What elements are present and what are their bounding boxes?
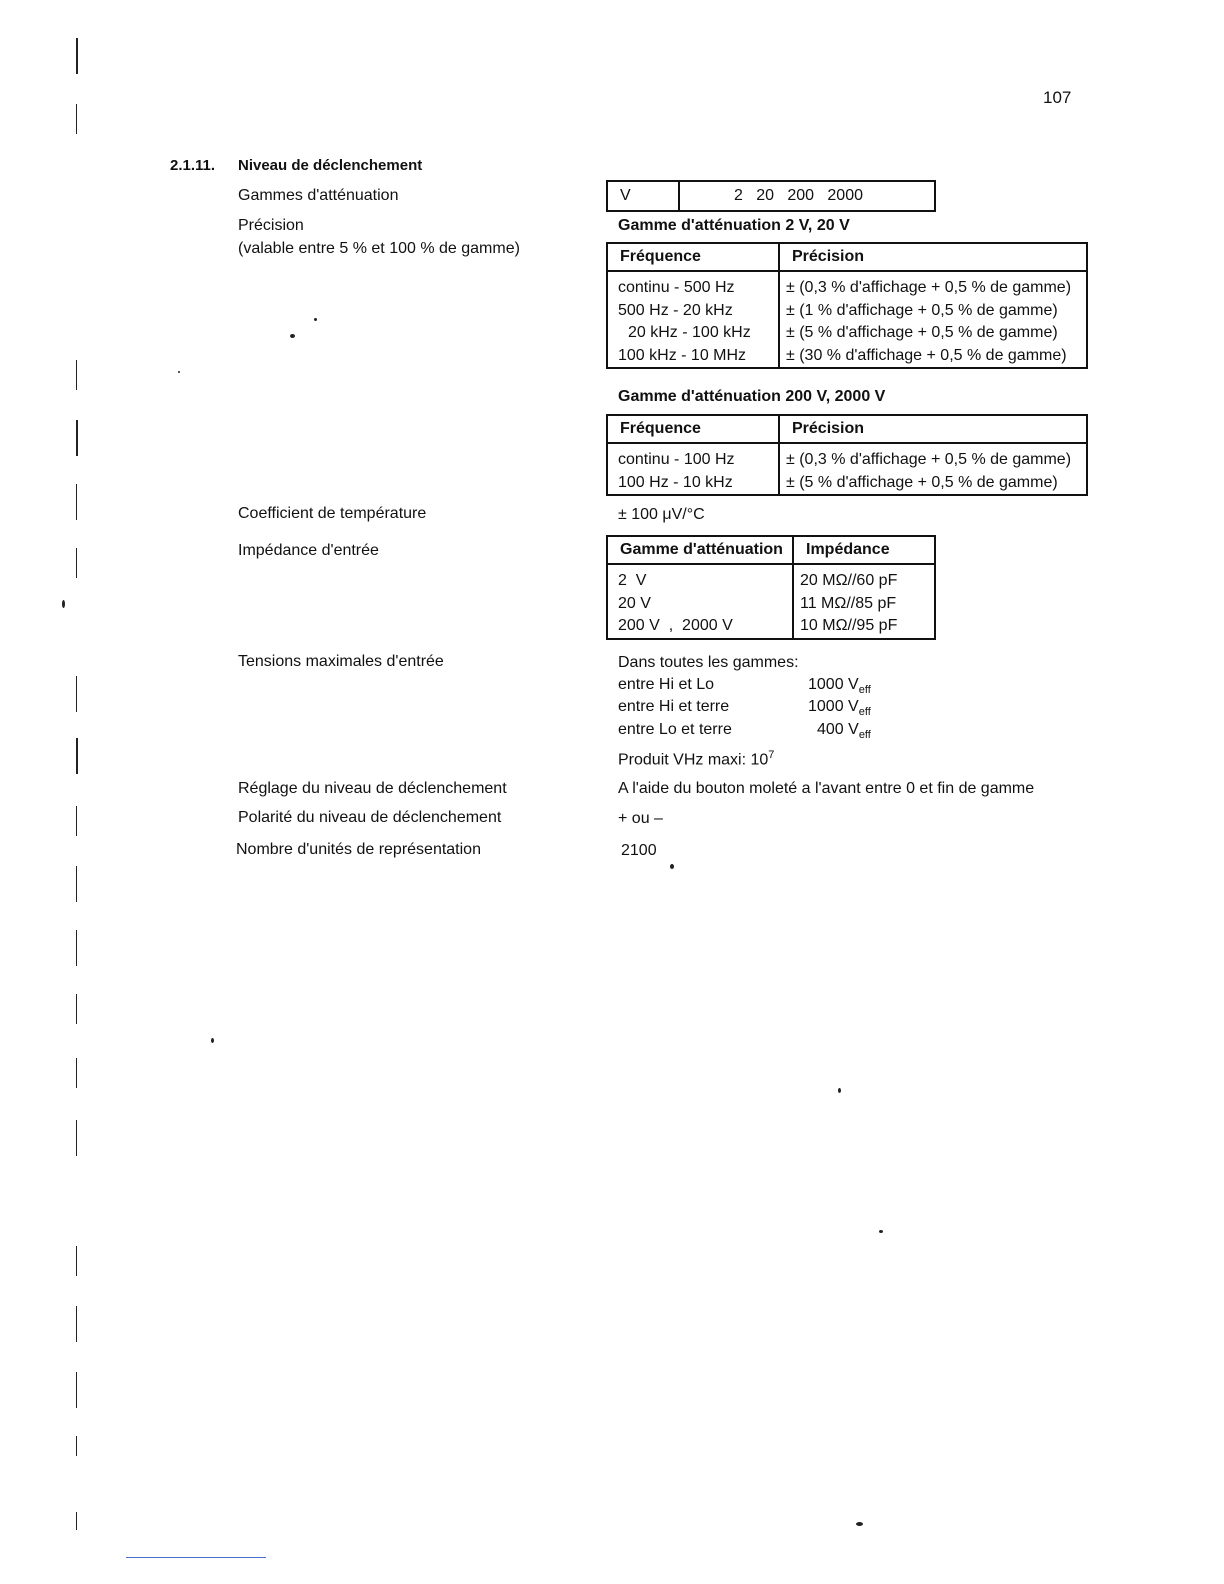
label-coefficient: Coefficient de température (238, 505, 427, 522)
tension-value (808, 676, 871, 696)
label-polarite: Polarité du niveau de déclenchement (238, 809, 502, 826)
margin-scan-mark (76, 1372, 77, 1408)
nombre-value: 2100 (621, 842, 657, 859)
margin-scan-mark (76, 38, 78, 74)
margin-scan-mark (76, 806, 77, 836)
table-cell: ± (5 % d'affichage + 0,5 % de gamme) (786, 324, 1058, 341)
coefficient-value: ± 100 μV/°C (618, 506, 705, 523)
scan-speck (211, 1038, 214, 1043)
scan-speck (670, 864, 674, 869)
section-number: 2.1.11. (170, 157, 216, 174)
impedance-table (606, 535, 936, 640)
vhz-text: Produit VHz maxi: 10 (618, 751, 769, 769)
table-row (607, 322, 1087, 345)
table-cell: 100 Hz - 10 kHz (607, 472, 779, 496)
margin-scan-mark (76, 866, 77, 902)
ranges-box-divider (678, 182, 680, 210)
vhz-exponent: 7 (768, 749, 775, 761)
table-cell: 10 MΩ//95 pF (800, 617, 898, 634)
polarite-value: + ou – (618, 810, 663, 827)
table1-caption: Gamme d'atténuation 2 V, 20 V (618, 217, 850, 234)
table-cell: 100 kHz - 10 MHz (607, 345, 779, 369)
margin-scan-mark (76, 676, 77, 712)
label-precision: Précision (238, 217, 304, 234)
column-header: Impédance (793, 536, 935, 564)
column-header: Précision (779, 415, 1087, 443)
column-header: Fréquence (607, 415, 779, 443)
tension-value-sub: eff (858, 706, 871, 719)
table-cell: 20 MΩ//60 pF (800, 572, 898, 589)
tension-label: entre Hi et terre (618, 698, 730, 715)
label-precision-note: (valable entre 5 % et 100 % de gamme) (238, 240, 520, 257)
table-row (607, 564, 935, 593)
table-cell: continu - 500 Hz (607, 271, 779, 300)
accuracy-table-low (606, 242, 1088, 369)
reglage-value: A l'aide du bouton moleté a l'avant entre 0 et fin de gamme (618, 780, 1035, 797)
accuracy-table-high (606, 414, 1088, 496)
margin-scan-mark (76, 1246, 77, 1276)
table-header-row (607, 415, 1087, 443)
table-cell: ± (30 % d'affichage + 0,5 % de gamme) (786, 346, 1067, 364)
table-cell: 2 V (607, 564, 793, 593)
table2-caption: Gamme d'atténuation 200 V, 2000 V (618, 388, 886, 405)
tension-value (808, 698, 871, 718)
label-tensions: Tensions maximales d'entrée (238, 653, 444, 670)
table-cell: 200 V , 2000 V (607, 615, 793, 639)
tension-label: entre Hi et Lo (618, 676, 715, 693)
margin-scan-mark (76, 420, 78, 456)
margin-scan-mark (76, 738, 78, 774)
scan-speck (879, 1230, 883, 1233)
margin-scan-mark (76, 484, 77, 520)
margin-scan-mark (76, 1058, 77, 1088)
tension-value (817, 721, 871, 741)
tension-value-sub: eff (858, 729, 871, 742)
table-row (607, 271, 1087, 300)
table-header-row (607, 536, 935, 564)
table-cell: ± (0,3 % d'affichage + 0,5 % de gamme) (786, 279, 1072, 296)
tension-value-number: 1000 V (808, 676, 859, 693)
column-header: Gamme d'atténuation (607, 536, 793, 564)
margin-scan-mark (76, 360, 77, 390)
table-cell: ± (0,3 % d'affichage + 0,5 % de gamme) (786, 451, 1072, 468)
margin-scan-mark (76, 104, 77, 134)
scan-speck (290, 334, 295, 338)
ranges-values: 2 20 200 2000 (734, 187, 863, 204)
table-row (607, 472, 1087, 496)
ranges-box (606, 180, 936, 212)
ranges-unit: V (620, 187, 631, 204)
tension-value-number: 1000 V (808, 698, 859, 715)
table-cell: ± (5 % d'affichage + 0,5 % de gamme) (786, 473, 1058, 491)
margin-scan-mark (76, 1120, 77, 1156)
table-cell: continu - 100 Hz (607, 443, 779, 472)
bottom-rule (126, 1557, 266, 1558)
margin-scan-mark (76, 1512, 77, 1530)
column-header: Précision (779, 243, 1087, 271)
scan-speck (856, 1522, 863, 1526)
scan-speck (838, 1088, 841, 1093)
table-cell: 11 MΩ//85 pF (800, 594, 897, 612)
label-reglage: Réglage du niveau de déclenchement (238, 780, 507, 797)
tension-value-sub: eff (858, 684, 871, 697)
scan-speck (178, 371, 180, 373)
scan-speck (62, 600, 65, 608)
margin-scan-mark (76, 994, 77, 1024)
tension-label: entre Lo et terre (618, 721, 732, 738)
margin-scan-mark (76, 1436, 77, 1456)
label-nombre: Nombre d'unités de représentation (236, 841, 481, 858)
margin-scan-mark (76, 930, 77, 966)
label-gammes: Gammes d'atténuation (238, 187, 399, 204)
tensions-intro: Dans toutes les gammes: (618, 654, 799, 671)
table-cell: 500 Hz - 20 kHz (607, 300, 779, 323)
section-title: Niveau de déclenchement (238, 157, 423, 174)
table-cell: ± (1 % d'affichage + 0,5 % de gamme) (786, 301, 1058, 319)
label-impedance: Impédance d'entrée (238, 542, 379, 559)
tension-value-number: 400 V (817, 721, 859, 738)
vhz-product (618, 749, 774, 769)
table-header-row (607, 243, 1087, 271)
scan-speck (314, 318, 317, 321)
table-row (607, 300, 1087, 323)
margin-scan-mark (76, 548, 77, 578)
page-number: 107 (1043, 88, 1072, 107)
table-row (607, 443, 1087, 472)
table-row (607, 615, 935, 639)
table-cell: 20 kHz - 100 kHz (607, 322, 779, 345)
table-cell: 20 V (607, 593, 793, 616)
table-row (607, 593, 935, 616)
margin-scan-mark (76, 1306, 77, 1342)
column-header: Fréquence (607, 243, 779, 271)
table-row (607, 345, 1087, 369)
